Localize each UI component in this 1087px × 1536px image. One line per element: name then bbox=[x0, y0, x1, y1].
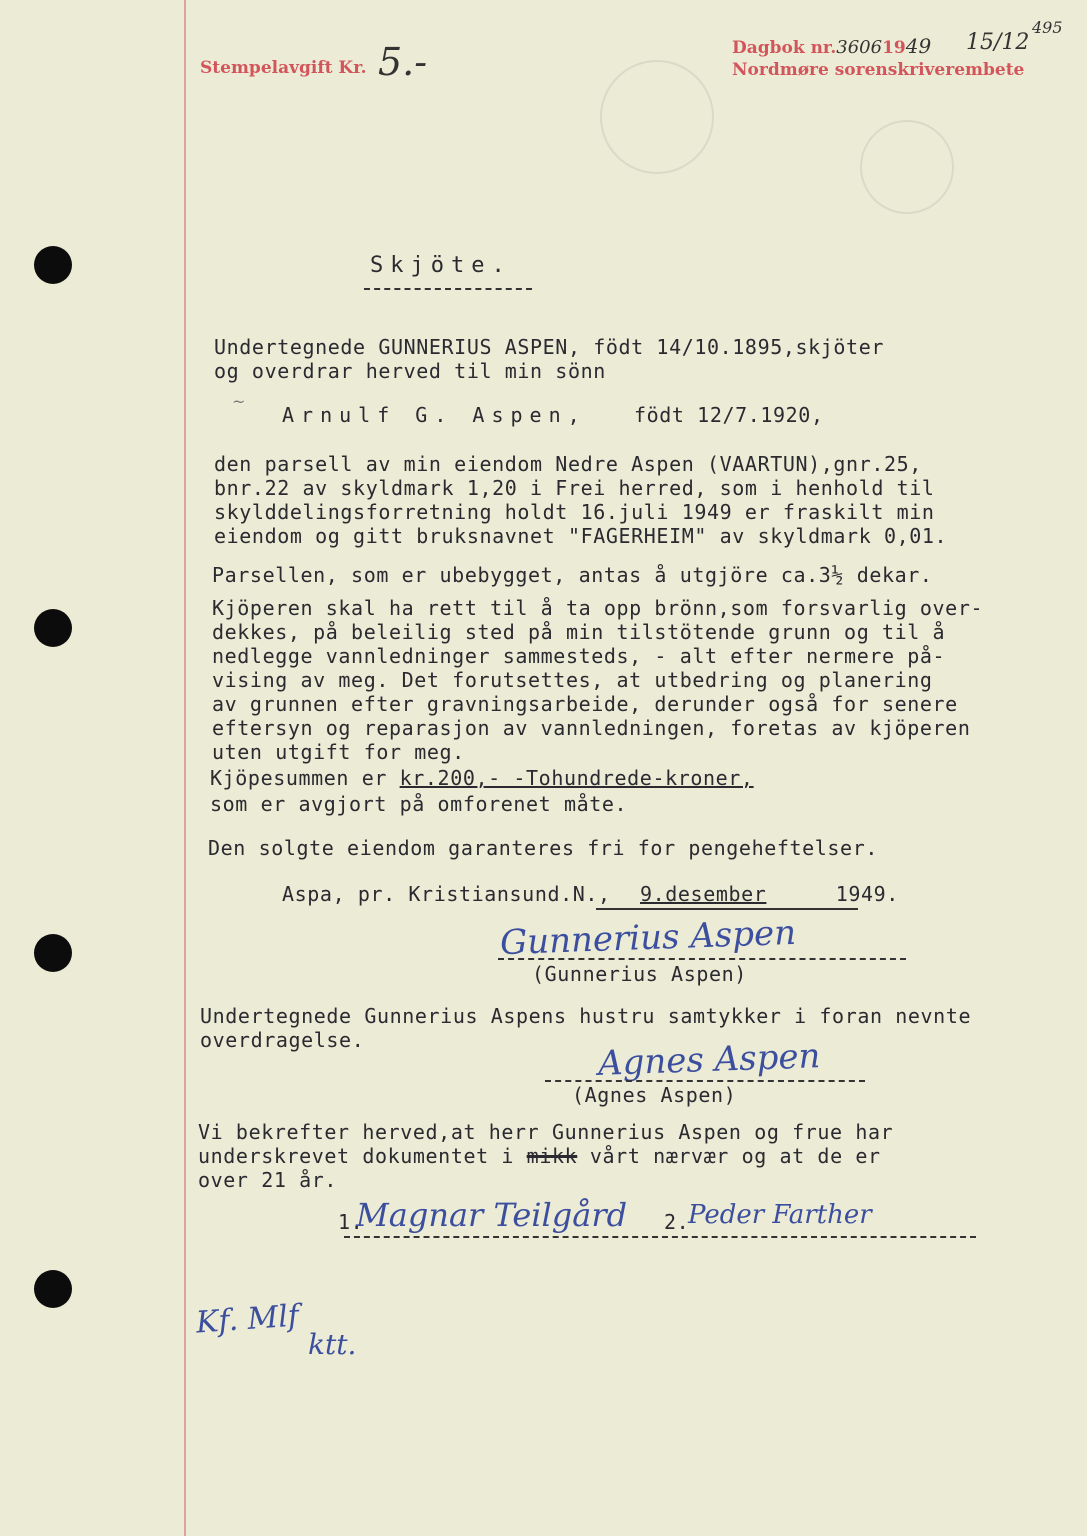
p4-line4: vising av meg. Det forutsettes, at utbedring og planering bbox=[212, 668, 933, 692]
consent-line1: Undertegnede Gunnerius Aspens hustru samtykker i foran nevnte bbox=[200, 1004, 972, 1028]
p4-line5: av grunnen efter gravningsarbeide, derunder også for senere bbox=[212, 692, 958, 716]
journal-number: 3606 bbox=[836, 37, 883, 58]
p3-line1: Parsellen, som er ubebygget, antas å utgjöre ca.3½ dekar. bbox=[212, 563, 933, 587]
p2-line3: skylddelingsforretning holdt 16.juli 1949 er fraskilt min bbox=[214, 500, 935, 524]
clerk-initials: Kf. Mlf bbox=[194, 1298, 301, 1341]
place-date-line bbox=[282, 882, 899, 906]
stamp-duty-label: Stempelavgift Kr. bbox=[200, 58, 367, 78]
witness1-number: 1. bbox=[338, 1210, 364, 1234]
punch-hole bbox=[34, 246, 72, 284]
p4-line1: Kjöperen skal ha rett til å ta opp brönn,som forsvarlig over- bbox=[212, 596, 984, 620]
buyer-line bbox=[282, 403, 824, 427]
witness-line1: Vi bekrefter herved,at herr Gunnerius Aspen og frue har bbox=[198, 1120, 894, 1144]
signature-gunnerius-printed: (Gunnerius Aspen) bbox=[532, 962, 747, 986]
watermark-ring bbox=[860, 120, 954, 214]
p2-line1: den parsell av min eiendom Nedre Aspen (VAARTUN),gnr.25, bbox=[214, 452, 922, 476]
buyer-born: födt 12/7.1920, bbox=[633, 403, 824, 427]
p6-line1: Den solgte eiendom garanteres fri for pengeheftelser. bbox=[208, 836, 878, 860]
p1-line2: og overdrar herved til min sönn bbox=[214, 359, 606, 383]
watermark-ring bbox=[600, 60, 714, 174]
journal-year: 49 bbox=[905, 34, 932, 58]
punch-hole bbox=[34, 934, 72, 972]
p4-line7: uten utgift for meg. bbox=[212, 740, 465, 764]
signature-witness2: Peder Farther bbox=[688, 1200, 872, 1230]
signature-line bbox=[498, 958, 906, 960]
date-year: 1949. bbox=[835, 882, 899, 906]
signature-gunnerius: Gunnerius Aspen bbox=[499, 912, 797, 964]
witness2-number: 2. bbox=[664, 1210, 690, 1234]
witness-line3: over 21 år. bbox=[198, 1168, 338, 1192]
title-underline bbox=[364, 288, 532, 290]
court-office-stamp: Nordmøre sorenskriverembete bbox=[732, 60, 1025, 80]
date-day-month: 9.desember bbox=[639, 882, 767, 906]
p2-line2: bnr.22 av skyldmark 1,20 i Frei herred, som i henhold til bbox=[214, 476, 935, 500]
struck-word: mikk bbox=[526, 1144, 578, 1168]
purchase-price-amount: kr.200,- -Tohundrede-kroner, bbox=[399, 766, 754, 790]
witness-signature-line bbox=[344, 1236, 976, 1238]
document-title: Skjöte. bbox=[370, 253, 512, 278]
place: Aspa, pr. Kristiansund.N., bbox=[282, 882, 611, 906]
date-underline bbox=[596, 908, 858, 910]
stamp-duty-amount: 5.- bbox=[378, 40, 428, 84]
p4-line6: eftersyn og reparasjon av vannledningen, foretas av kjöperen bbox=[212, 716, 971, 740]
journal-number-stamp: Dagbok nr.36061949 bbox=[732, 34, 932, 58]
signature-witness1: Magnar Teilgård bbox=[356, 1196, 628, 1234]
p4-line2: dekkes, på beleilig sted på min tilstötende grunn og til å bbox=[212, 620, 946, 644]
witness-line2: underskrevet dokumentet i mikk vårt nærvær og at de er bbox=[198, 1144, 881, 1168]
signature-agnes: Agnes Aspen bbox=[597, 1036, 822, 1084]
punch-hole bbox=[34, 1270, 72, 1308]
page-number: 495 bbox=[1032, 18, 1063, 37]
p4-line3: nedlegge vannledninger sammesteds, - alt efter nermere på- bbox=[212, 644, 946, 668]
margin-line bbox=[184, 0, 186, 1536]
journal-date: 15/12 bbox=[966, 30, 1030, 55]
signature-line bbox=[545, 1080, 865, 1082]
purchase-price-line: Kjöpesummen er kr.200,- -Tohundrede-kroner, bbox=[210, 766, 754, 790]
clerk-initials-2: ktt. bbox=[308, 1328, 357, 1361]
punch-hole bbox=[34, 609, 72, 647]
p1-line1: Undertegnede GUNNERIUS ASPEN, födt 14/10.1895,skjöter bbox=[214, 335, 884, 359]
signature-agnes-printed: (Agnes Aspen) bbox=[572, 1083, 737, 1107]
consent-line2: overdragelse. bbox=[200, 1028, 365, 1052]
p5-line2: som er avgjort på omforenet måte. bbox=[210, 792, 628, 816]
p2-line4: eiendom og gitt bruksnavnet "FAGERHEIM" av skyldmark 0,01. bbox=[214, 524, 948, 548]
buyer-name: Arnulf G. Aspen, bbox=[282, 403, 587, 427]
pencil-mark: ~ bbox=[232, 392, 246, 411]
